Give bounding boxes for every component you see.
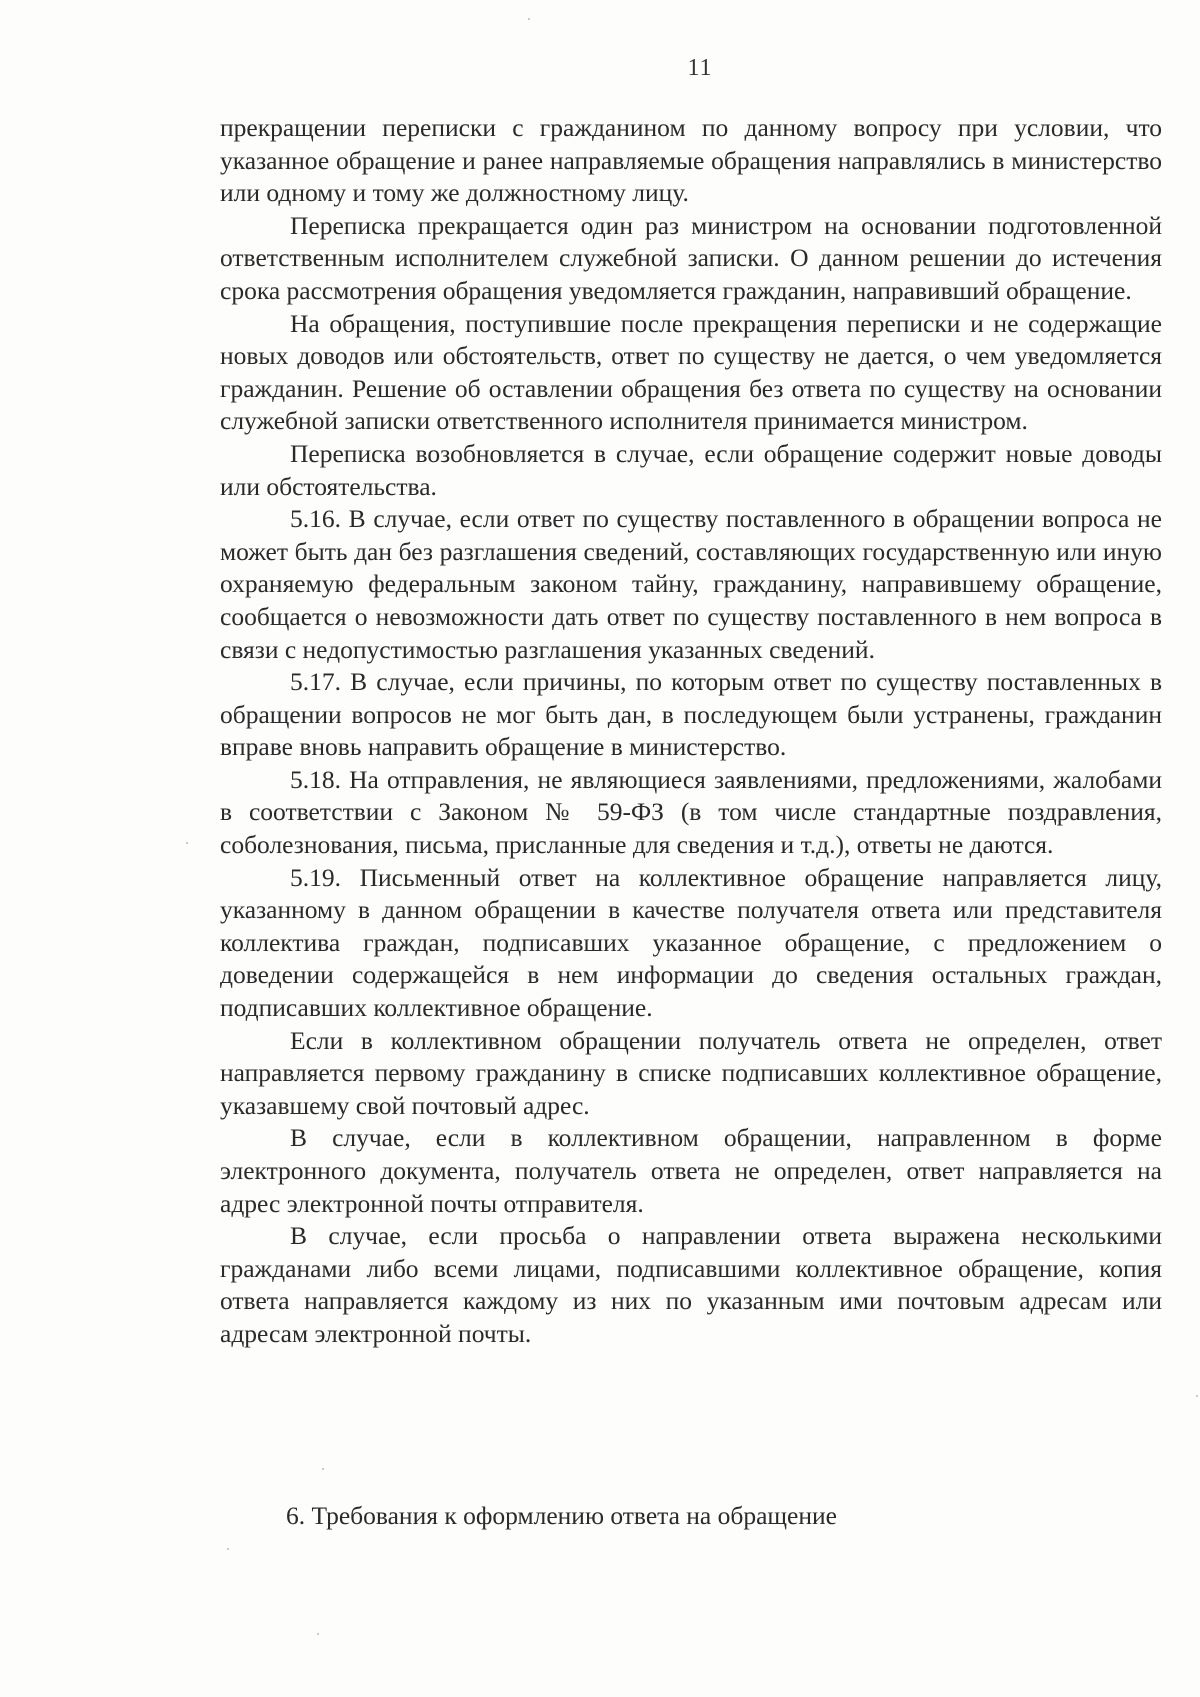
scan-speck <box>322 1468 324 1470</box>
paragraph: Если в коллективном обращении получатель ответа не определен, ответ направляется первому гражданину в списке подписавших коллективное обращение, указавшему свой почтовый адрес. <box>220 1025 1162 1120</box>
scan-speck <box>186 842 188 844</box>
scan-speck <box>528 18 530 20</box>
body-text <box>220 112 1162 1351</box>
paragraph: В случае, если в коллективном обращении, направленном в форме электронного документа, получатель ответа не определен, ответ направляется на адрес электронной почты отправителя. <box>220 1123 1162 1218</box>
paragraph-5-16: 5.16. В случае, если ответ по существу поставленного в обращении вопроса не может быть дан без разглашения сведений, составляющих государственную или иную охраняемую федеральным законом тайну, гражданину, направившему обращение, сообщается о невозможности дать ответ по существу поставленного в нем вопроса в связи с недопустимостью разглашения указанных сведений. <box>220 504 1162 664</box>
paragraph: Переписка возобновляется в случае, если обращение содержит новые доводы или обстоятельства. <box>220 438 1162 501</box>
paragraph: прекращении переписки с гражданином по данному вопросу при условии, что указанное обращение и ранее направляемые обращения направлялись в министерство или одному и тому же должностному лицу. <box>220 113 1162 208</box>
paragraph: На обращения, поступившие после прекращения переписки и не содержащие новых доводов или обстоятельств, ответ по существу не дается, о чем уведомляется гражданин. Решение об оставлении обращения без ответа по существу на основании служебной записки ответственного исполнителя принимается министром. <box>220 308 1162 436</box>
scan-speck <box>317 1633 319 1635</box>
page-number: 11 <box>687 55 713 81</box>
paragraph-5-18: 5.18. На отправления, не являющиеся заявлениями, предложениями, жалобами в соответствии с Законом № 59-ФЗ (в том числе стандартные поздравления, соболезнования, письма, присланные для сведения и т.д.), ответы не даются. <box>220 764 1162 860</box>
scan-speck <box>1196 1395 1198 1397</box>
paragraph-5-17: 5.17. В случае, если причины, по которым ответ по существу поставленных в обращении вопросов не мог быть дан, в последующем были устранены, гражданин вправе вновь направить обращение в министерство. <box>220 667 1162 762</box>
paragraph: В случае, если просьба о направлении ответа выражена несколькими гражданами либо всеми лицами, подписавшими коллективное обращение, копия ответа направляется каждому из них по указанным ими почтовым адресам или адресам электронной почты. <box>220 1221 1162 1348</box>
paragraph: Переписка прекращается один раз министром на основании подготовленной ответственным исполнителем служебной записки. О данном решении до истечения срока рассмотрения обращения уведомляется гражданин, направивший обращение. <box>220 210 1162 305</box>
scan-speck <box>227 1548 229 1550</box>
section-heading: 6. Требования к оформлению ответа на обращение <box>286 1501 837 1530</box>
paragraph-5-19: 5.19. Письменный ответ на коллективное обращение направляется лицу, указанному в данном обращении в качестве получателя ответа или представителя коллектива граждан, подписавших указанное обращение, с предложением о доведении содержащейся в нем информации до сведения остальных граждан, подписавших коллективное обращение. <box>220 862 1162 1023</box>
